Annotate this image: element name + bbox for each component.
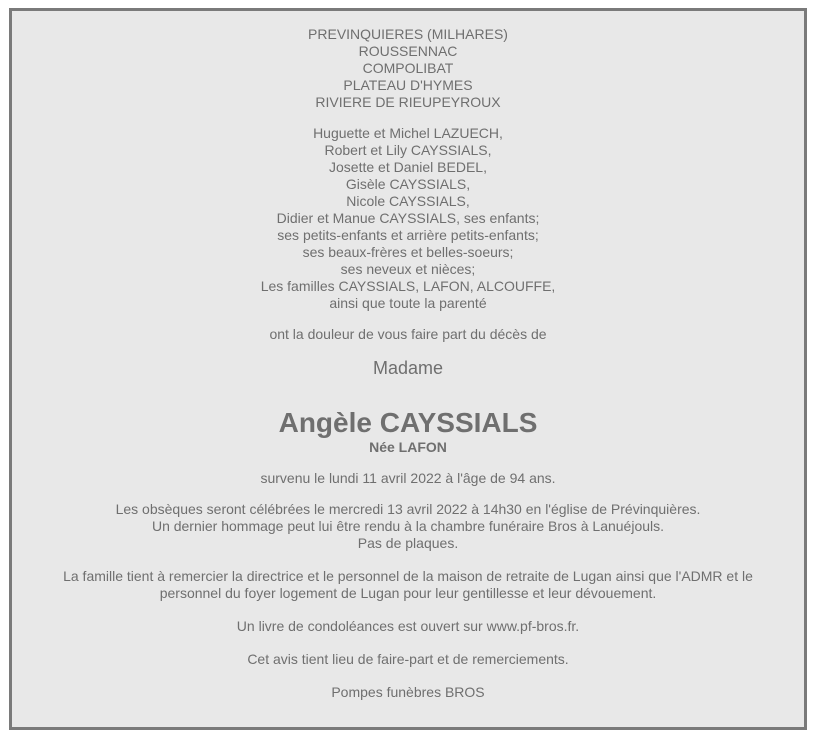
family-line: ses neveux et nièces; xyxy=(340,261,476,277)
thanks-block xyxy=(12,568,804,602)
thanks-line: La famille tient à remercier la directrice et le personnel de la maison de retraite de Lugan ainsi que l'ADMR et le xyxy=(63,568,753,584)
condolences-text: Un livre de condoléances est ouvert sur www.pf-bros.fr. xyxy=(236,618,580,634)
honorific-title: Madame xyxy=(372,358,444,378)
notice-text: Cet avis tient lieu de faire-part et de remerciements. xyxy=(247,651,569,667)
funeral-line: Un dernier hommage peut lui être rendu à la chambre funéraire Bros à Lanuéjouls. xyxy=(151,518,665,534)
family-line: Didier et Manue CAYSSIALS, ses enfants; xyxy=(276,210,540,226)
maiden-name: Née LAFON xyxy=(369,439,447,455)
family-line: ainsi que toute la parenté xyxy=(329,295,487,311)
family-line: ses petits-enfants et arrière petits-enfants; xyxy=(277,227,539,243)
place-line: ROUSSENNAC xyxy=(358,43,458,59)
announcement-text: ont la douleur de vous faire part du décès de xyxy=(269,326,547,342)
funeral-line: Pas de plaques. xyxy=(357,535,459,551)
places-block xyxy=(12,26,804,111)
family-block xyxy=(12,125,804,312)
family-line: Josette et Daniel BEDEL, xyxy=(329,159,487,175)
place-line: COMPOLIBAT xyxy=(362,60,454,76)
obituary-content xyxy=(12,11,804,701)
deceased-name: Angèle CAYSSIALS xyxy=(278,407,538,438)
funeral-home: Pompes funèbres BROS xyxy=(331,684,485,700)
funeral-block xyxy=(12,501,804,552)
death-info: survenu le lundi 11 avril 2022 à l'âge de 94 ans. xyxy=(260,470,556,486)
place-line: PLATEAU D'HYMES xyxy=(343,77,473,93)
family-line: Gisèle CAYSSIALS, xyxy=(345,176,471,192)
place-line: PREVINQUIERES (MILHARES) xyxy=(308,26,508,42)
family-line: Huguette et Michel LAZUECH, xyxy=(313,125,503,141)
funeral-line: Les obsèques seront célébrées le mercredi 13 avril 2022 à 14h30 en l'église de Prévinquières. xyxy=(115,501,701,517)
thanks-line: personnel du foyer logement de Lugan pour leur gentillesse et leur dévouement. xyxy=(159,585,657,601)
family-line: Les familles CAYSSIALS, LAFON, ALCOUFFE, xyxy=(260,278,556,294)
family-line: Robert et Lily CAYSSIALS, xyxy=(324,142,492,158)
obituary-frame xyxy=(9,8,807,730)
place-line: RIVIERE DE RIEUPEYROUX xyxy=(315,94,501,110)
family-line: Nicole CAYSSIALS, xyxy=(346,193,470,209)
family-line: ses beaux-frères et belles-soeurs; xyxy=(302,244,514,260)
